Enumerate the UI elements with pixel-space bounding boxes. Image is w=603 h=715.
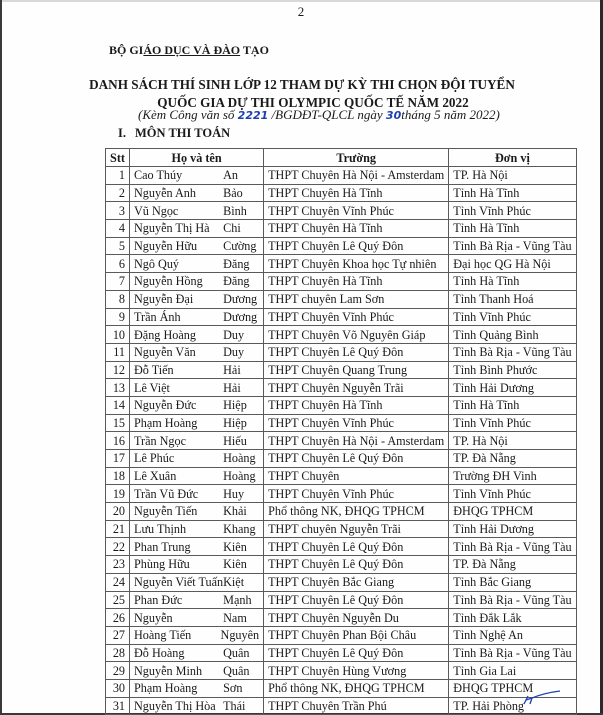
cell-school: THPT Chuyên Vĩnh Phúc xyxy=(264,414,449,432)
cell-name xyxy=(130,609,264,627)
cell-surname: Lê Phúc xyxy=(134,451,175,466)
cell-name xyxy=(130,467,264,485)
cell-school: THPT Chuyên Lê Quý Đôn xyxy=(264,644,449,662)
table-row xyxy=(106,255,577,273)
section-numeral: I. xyxy=(118,126,126,140)
table-row xyxy=(106,591,577,609)
cell-school: THPT Chuyên Lê Quý Đôn xyxy=(264,450,449,468)
table-row xyxy=(106,184,577,202)
cell-surname: Đỗ Hoàng xyxy=(134,645,185,660)
table-row xyxy=(106,326,577,344)
title-line-1: DANH SÁCH THÍ SINH LỚP 12 THAM DỰ KỲ THI CHỌN ĐỘI TUYỂN xyxy=(89,77,515,92)
cell-surname: Nguyễn Văn xyxy=(134,345,196,360)
table-row xyxy=(106,450,577,468)
table-row xyxy=(106,273,577,291)
cell-given-name: Bình xyxy=(223,203,247,218)
cell-name xyxy=(130,361,264,379)
cell-unit: Tỉnh Bà Rịa - Vũng Tàu xyxy=(449,237,576,255)
table-row xyxy=(106,644,577,662)
table-row xyxy=(106,396,577,414)
cell-name xyxy=(130,255,264,273)
cell-surname: Phùng Hữu xyxy=(134,557,190,572)
cell-surname: Nguyễn Đại xyxy=(134,292,194,307)
cell-stt: 27 xyxy=(106,626,130,644)
cell-name xyxy=(130,538,264,556)
cell-stt: 13 xyxy=(106,379,130,397)
cell-unit: Tỉnh Vĩnh Phúc xyxy=(449,308,576,326)
cell-school: THPT Chuyên Hà Tĩnh xyxy=(264,220,449,238)
cell-stt: 28 xyxy=(106,644,130,662)
subtitle-part-3: tháng 5 năm 2022) xyxy=(401,107,500,122)
table-row xyxy=(106,361,577,379)
cell-surname: Trần Ngọc xyxy=(134,433,187,448)
cell-surname: Nguyễn Hữu xyxy=(134,239,198,254)
cell-name xyxy=(130,626,264,644)
cell-unit: TP. Hà Nội xyxy=(449,167,576,185)
cell-given-name: Dương xyxy=(223,292,258,307)
cell-given-name: Thái xyxy=(223,698,246,713)
document-page xyxy=(2,0,600,713)
cell-surname: Nguyễn Tiến xyxy=(134,504,198,519)
table-header-row xyxy=(106,149,577,167)
cell-surname: Đặng Hoàng xyxy=(134,327,196,342)
cell-unit: TP. Hà Nội xyxy=(449,432,576,450)
cell-stt: 25 xyxy=(106,591,130,609)
cell-surname: Phạm Hoàng xyxy=(134,681,198,696)
cell-given-name: Hải xyxy=(223,362,241,377)
cell-given-name: Hiệp xyxy=(223,398,247,413)
table-row xyxy=(106,308,577,326)
cell-unit: Trường ĐH Vinh xyxy=(449,467,576,485)
cell-unit: TP. Đà Nẵng xyxy=(449,556,576,574)
cell-stt: 24 xyxy=(106,573,130,591)
cell-name xyxy=(130,485,264,503)
cell-name xyxy=(130,503,264,521)
cell-unit: Tỉnh Bà Rịa - Vũng Tàu xyxy=(449,591,576,609)
cell-surname: Nguyễn Hồng xyxy=(134,274,203,289)
cell-school: THPT Chuyên Vĩnh Phúc xyxy=(264,308,449,326)
cell-stt: 20 xyxy=(106,503,130,521)
cell-given-name: Quân xyxy=(223,645,250,660)
cell-surname: Nguyễn Thị Hà xyxy=(134,221,210,236)
cell-surname: Lưu Thịnh xyxy=(134,522,187,537)
cell-surname: Đỗ Tiến xyxy=(134,362,174,377)
cell-unit: Tỉnh Bà Rịa - Vũng Tàu xyxy=(449,538,576,556)
cell-unit: ĐHQG TPHCM xyxy=(449,679,576,697)
header-stt: Stt xyxy=(106,149,130,167)
cell-school: THPT Chuyên xyxy=(264,467,449,485)
cell-given-name: Kiên xyxy=(223,557,247,572)
table-row xyxy=(106,290,577,308)
table-row xyxy=(106,202,577,220)
cell-given-name: Quân xyxy=(223,663,250,678)
cell-unit: Tỉnh Hải Dương xyxy=(449,520,576,538)
table-row xyxy=(106,237,577,255)
cell-name xyxy=(130,644,264,662)
cell-stt: 3 xyxy=(106,202,130,220)
cell-name xyxy=(130,326,264,344)
cell-school: THPT Chuyên Hà Tĩnh xyxy=(264,396,449,414)
cell-stt: 16 xyxy=(106,432,130,450)
table-row xyxy=(106,609,577,627)
cell-surname: Nguyễn Minh xyxy=(134,663,203,678)
cell-name xyxy=(130,414,264,432)
cell-stt: 21 xyxy=(106,520,130,538)
cell-given-name: Hiệp xyxy=(223,415,247,430)
cell-given-name: Sơn xyxy=(223,681,243,696)
cell-given-name: Khải xyxy=(223,504,247,519)
cell-given-name: Huy xyxy=(223,486,245,501)
table-row xyxy=(106,503,577,521)
cell-school: THPT Chuyên Khoa học Tự nhiên xyxy=(264,255,449,273)
cell-unit: Tỉnh Vĩnh Phúc xyxy=(449,414,576,432)
cell-surname: Ngô Quý xyxy=(134,256,180,271)
subtitle-part-1: (Kèm Công văn số xyxy=(138,107,238,122)
cell-stt: 10 xyxy=(106,326,130,344)
cell-surname: Nguyễn Anh xyxy=(134,186,196,201)
header-unit: Đơn vị xyxy=(449,149,576,167)
cell-unit: Tỉnh Bà Rịa - Vũng Tàu xyxy=(449,343,576,361)
table-row xyxy=(106,679,577,697)
cell-school: THPT Chuyên Võ Nguyên Giáp xyxy=(264,326,449,344)
table-row xyxy=(106,662,577,680)
table-row xyxy=(106,343,577,361)
cell-school: THPT Chuyên Trần Phú xyxy=(264,697,449,715)
cell-stt: 8 xyxy=(106,290,130,308)
cell-given-name: An xyxy=(223,168,239,183)
cell-unit: Tỉnh Vĩnh Phúc xyxy=(449,202,576,220)
cell-surname: Vũ Ngọc xyxy=(134,203,179,218)
cell-surname: Trần Vũ Đức xyxy=(134,486,199,501)
table-body xyxy=(106,167,577,715)
cell-unit: Tỉnh Quảng Bình xyxy=(449,326,576,344)
cell-unit: TP. Hải Phòng xyxy=(449,697,576,715)
cell-name xyxy=(130,379,264,397)
cell-surname: Lê Xuân xyxy=(134,469,177,484)
cell-surname: Lê Việt xyxy=(134,380,170,395)
handwritten-doc-number: 2221 xyxy=(237,109,269,122)
cell-given-name: Cường xyxy=(223,239,257,254)
cell-name xyxy=(130,520,264,538)
cell-unit: Tỉnh Bà Rịa - Vũng Tàu xyxy=(449,644,576,662)
table-row xyxy=(106,379,577,397)
cell-name xyxy=(130,591,264,609)
cell-given-name: Đăng xyxy=(223,274,250,289)
cell-stt: 9 xyxy=(106,308,130,326)
cell-name xyxy=(130,167,264,185)
cell-school: THPT Chuyên Lê Quý Đôn xyxy=(264,538,449,556)
cell-given-name: Kiệt xyxy=(223,575,245,590)
cell-given-name: Hoàng xyxy=(223,451,256,466)
cell-given-name: Hoàng xyxy=(223,469,256,484)
cell-unit: Tỉnh Bắc Giang xyxy=(449,573,576,591)
cell-given-name: Kiên xyxy=(223,539,247,554)
cell-surname: Cao Thúy xyxy=(134,168,183,183)
cell-name xyxy=(130,343,264,361)
table-row xyxy=(106,573,577,591)
cell-stt: 22 xyxy=(106,538,130,556)
cell-unit: Tỉnh Bình Phước xyxy=(449,361,576,379)
cell-school: THPT Chuyên Nguyễn Du xyxy=(264,609,449,627)
cell-given-name: Duy xyxy=(223,327,245,342)
cell-school: THPT Chuyên Lê Quý Đôn xyxy=(264,237,449,255)
cell-name xyxy=(130,573,264,591)
cell-unit: Tỉnh Gia Lai xyxy=(449,662,576,680)
cell-stt: 14 xyxy=(106,396,130,414)
cell-unit: Tỉnh Vĩnh Phúc xyxy=(449,485,576,503)
cell-given-name: Duy xyxy=(223,345,245,360)
cell-given-name: Mạnh xyxy=(223,592,252,607)
cell-school: THPT Chuyên Hà Nội - Amsterdam xyxy=(264,432,449,450)
table-row xyxy=(106,626,577,644)
cell-stt: 29 xyxy=(106,662,130,680)
ministry-suffix: TẠO xyxy=(240,43,269,57)
cell-given-name: Hiếu xyxy=(223,433,247,448)
cell-name xyxy=(130,290,264,308)
cell-school: THPT Chuyên Lê Quý Đôn xyxy=(264,591,449,609)
cell-name xyxy=(130,679,264,697)
cell-surname: Trần Ánh xyxy=(134,309,181,324)
table-row xyxy=(106,467,577,485)
cell-stt: 4 xyxy=(106,220,130,238)
cell-surname: Nguyễn xyxy=(134,610,173,625)
cell-school: THPT Chuyên Hùng Vương xyxy=(264,662,449,680)
cell-surname: Nguyễn Thị Hòa xyxy=(134,698,216,713)
cell-given-name: Chi xyxy=(223,221,241,236)
cell-unit: Tỉnh Hải Dương xyxy=(449,379,576,397)
cell-name xyxy=(130,237,264,255)
cell-given-name: Khang xyxy=(223,522,256,537)
cell-given-name: Dương xyxy=(223,309,258,324)
cell-school: Phổ thông NK, ĐHQG TPHCM xyxy=(264,679,449,697)
ministry-header xyxy=(109,43,269,58)
table-row xyxy=(106,485,577,503)
cell-unit: Tỉnh Hà Tĩnh xyxy=(449,396,576,414)
cell-name xyxy=(130,450,264,468)
section-heading xyxy=(118,126,230,141)
cell-stt: 23 xyxy=(106,556,130,574)
header-name: Họ và tên xyxy=(130,149,264,167)
cell-unit: Tỉnh Hà Tĩnh xyxy=(449,220,576,238)
table-row xyxy=(106,220,577,238)
cell-unit: Tỉnh Nghệ An xyxy=(449,626,576,644)
cell-unit: Đại học QG Hà Nội xyxy=(449,255,576,273)
cell-surname: Hoàng Tiến xyxy=(134,628,192,643)
document-subtitle xyxy=(138,107,500,123)
cell-name xyxy=(130,697,264,715)
cell-unit: Tỉnh Thanh Hoá xyxy=(449,290,576,308)
cell-stt: 15 xyxy=(106,414,130,432)
table-row xyxy=(106,167,577,185)
cell-stt: 11 xyxy=(106,343,130,361)
cell-surname: Phạm Hoàng xyxy=(134,415,198,430)
cell-name xyxy=(130,662,264,680)
cell-stt: 17 xyxy=(106,450,130,468)
cell-school: THPT chuyên Lam Sơn xyxy=(264,290,449,308)
cell-stt: 31 xyxy=(106,697,130,715)
cell-school: THPT Chuyên Bắc Giang xyxy=(264,573,449,591)
cell-name xyxy=(130,396,264,414)
cell-school: THPT Chuyên Quang Trung xyxy=(264,361,449,379)
section-label: MÔN THI TOÁN xyxy=(135,126,231,140)
cell-name xyxy=(130,202,264,220)
cell-surname: Nguyễn Viết Tuấn xyxy=(134,575,224,590)
cell-stt: 12 xyxy=(106,361,130,379)
cell-school: THPT Chuyên Vĩnh Phúc xyxy=(264,485,449,503)
table-row xyxy=(106,414,577,432)
cell-school: THPT Chuyên Vĩnh Phúc xyxy=(264,202,449,220)
cell-stt: 1 xyxy=(106,167,130,185)
cell-stt: 7 xyxy=(106,273,130,291)
cell-name xyxy=(130,308,264,326)
cell-stt: 18 xyxy=(106,467,130,485)
cell-unit: Tỉnh Hà Tĩnh xyxy=(449,273,576,291)
ministry-underlined: ÁO DỤC VÀ ĐÀO xyxy=(143,43,241,57)
cell-stt: 5 xyxy=(106,237,130,255)
table-row xyxy=(106,556,577,574)
subtitle-part-2: /BGDĐT-QLCL ngày xyxy=(268,107,386,122)
cell-surname: Phan Trung xyxy=(134,539,191,554)
cell-given-name: Đăng xyxy=(223,256,250,271)
cell-given-name: Nam xyxy=(223,610,247,625)
cell-school: Phổ thông NK, ĐHQG TPHCM xyxy=(264,503,449,521)
table-row xyxy=(106,697,577,715)
page-number: 2 xyxy=(297,4,305,19)
cell-stt: 19 xyxy=(106,485,130,503)
cell-stt: 30 xyxy=(106,679,130,697)
cell-name xyxy=(130,184,264,202)
table-row xyxy=(106,520,577,538)
cell-surname: Nguyễn Đức xyxy=(134,398,197,413)
cell-stt: 6 xyxy=(106,255,130,273)
cell-unit: ĐHQG TPHCM xyxy=(449,503,576,521)
table-row xyxy=(106,432,577,450)
cell-given-name: Bảo xyxy=(223,186,243,201)
cell-unit: Tỉnh Hà Tĩnh xyxy=(449,184,576,202)
cell-school: THPT chuyên Nguyễn Trãi xyxy=(264,520,449,538)
cell-unit: Tỉnh Đắk Lắk xyxy=(449,609,576,627)
title-line-2: QUỐC GIA DỰ THI OLYMPIC QUỐC TẾ NĂM 2022 xyxy=(157,95,469,110)
cell-given-name: Hải xyxy=(223,380,241,395)
cell-school: THPT Chuyên Hà Nội - Amsterdam xyxy=(264,167,449,185)
cell-surname: Phan Đức xyxy=(134,592,183,607)
cell-name xyxy=(130,556,264,574)
cell-unit: TP. Đà Nẵng xyxy=(449,450,576,468)
cell-school: THPT Chuyên Phan Bội Châu xyxy=(264,626,449,644)
candidate-table xyxy=(105,148,577,715)
header-school: Trường xyxy=(264,149,449,167)
cell-school: THPT Chuyên Lê Quý Đôn xyxy=(264,556,449,574)
table-row xyxy=(106,538,577,556)
cell-stt: 2 xyxy=(106,184,130,202)
cell-school: THPT Chuyên Nguyễn Trãi xyxy=(264,379,449,397)
cell-name xyxy=(130,273,264,291)
ministry-prefix: BỘ GI xyxy=(109,43,144,57)
cell-school: THPT Chuyên Hà Tĩnh xyxy=(264,273,449,291)
cell-given-name: Nguyên xyxy=(220,628,260,643)
signature-initial-icon xyxy=(522,690,562,706)
cell-stt: 26 xyxy=(106,609,130,627)
cell-name xyxy=(130,432,264,450)
handwritten-day: 30 xyxy=(385,109,402,122)
cell-school: THPT Chuyên Hà Tĩnh xyxy=(264,184,449,202)
cell-name xyxy=(130,220,264,238)
cell-school: THPT Chuyên Lê Quý Đôn xyxy=(264,343,449,361)
